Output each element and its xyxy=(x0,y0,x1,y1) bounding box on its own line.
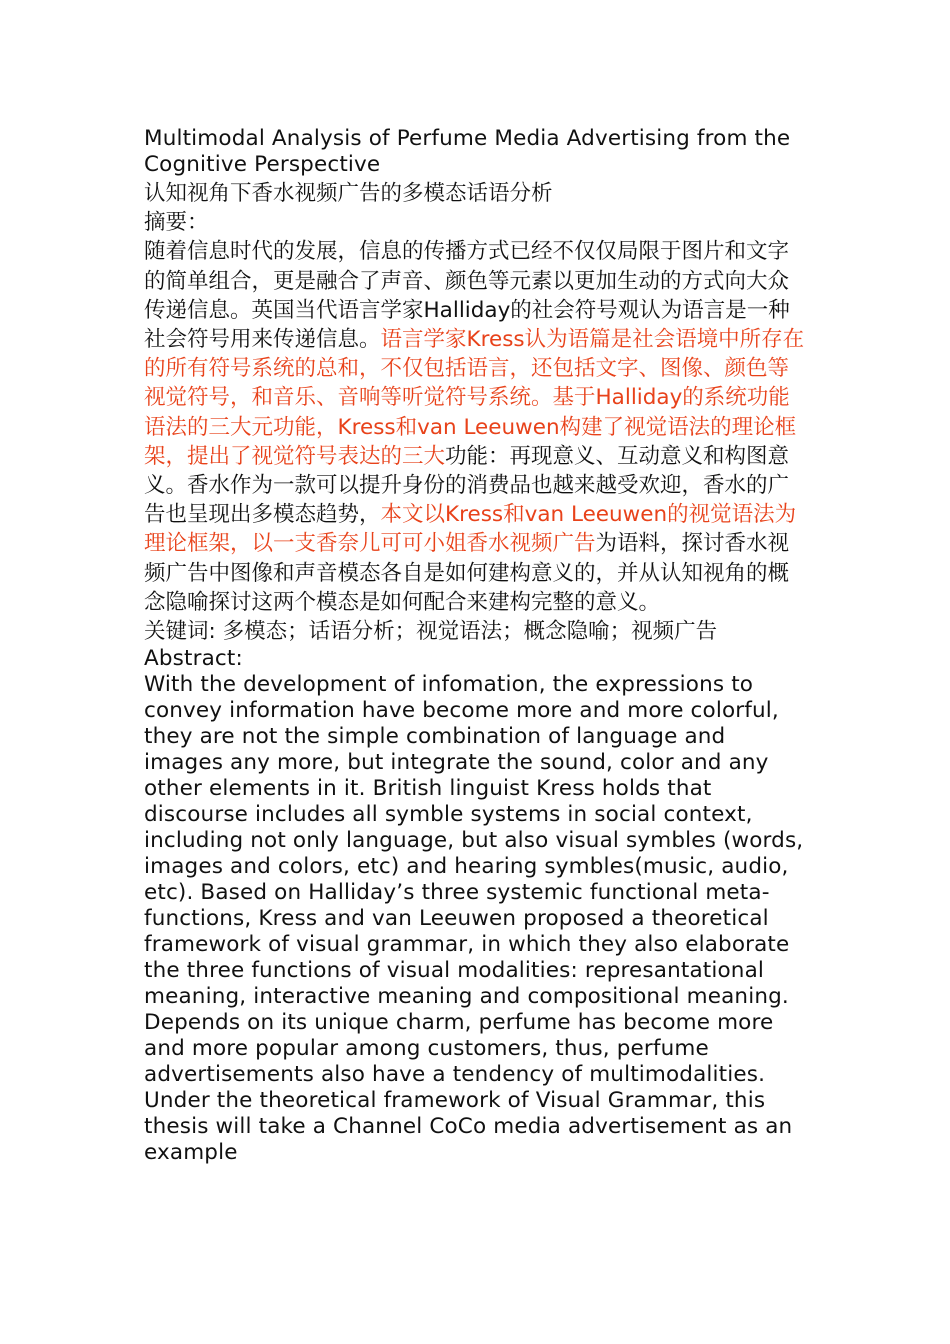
abstract-chinese-text: 随着信息时代的发展，信息的传播方式已经不仅仅局限于图片和文字的简单组合，更是融合了声音、颜色等元素以更加生动的方式向大众传递信息。英国当代语言学家Halliday的社会符号观认为语言是一种社会符号用来传递信息。 xyxy=(144,239,790,353)
abstract-chinese-highlight: 语言学家Kress认为语篇是社会语境中所存在的所有符号系统的总和，不仅包括语言，还包括文字、图像、颜色等视觉符号，和音乐、音响等听觉符号系统。基于Halliday的系统功能语法的三大元功能，Kress和van Leeuwen构建了视觉语法的理论框架，提出了视觉符号表达的三大 xyxy=(144,327,805,469)
abstract-chinese-heading: 摘要： xyxy=(144,210,209,236)
document-page xyxy=(144,126,808,1166)
abstract-chinese-text: 功能：再现意义、互动意义和构图意义。香水作为一款可以提升身份的消费品也越来越受欢迎，香水的广告也呈现出多模态趋势， xyxy=(144,443,790,528)
abstract-chinese-highlight: 本文以Kress和van Leeuwen的视觉语法为理论框架，以一支香奈儿可可小姐香水视频广告 xyxy=(144,502,797,557)
abstract-chinese-text: 为语料，探讨香水视频广告中图像和声音模态各自是如何建构意义的，并从认知视角的概念隐喻探讨这两个模态是如何配合来建构完整的意义。 xyxy=(144,531,790,615)
title-english: Multimodal Analysis of Perfume Media Advertising from the Cognitive Perspective xyxy=(144,126,791,177)
keywords-chinese: 关键词: 多模态；话语分析；视觉语法；概念隐喻；视频广告 xyxy=(144,619,718,645)
abstract-chinese-body xyxy=(144,237,808,617)
abstract-english-body: With the development of infomation, the expressions to convey information have become more and more colorful, they are not the simple combination of language and images any more, but integrate the sound, color and any other elements in it. British linguist Kress holds that discourse includes all symble systems in social context, including not only language, but also visual symbles (words, images and colors, etc) and hearing symbles(music, audio, etc). Based on Halliday’s three systemic functional meta-functions, Kress and van Leeuwen proposed a theoretical framework of visual grammar, in which they also elaborate the three functions of visual modalities: represantational meaning, interactive meaning and compositional meaning. Depends on its unique charm, perfume has become more and more popular among customers, thus, perfume advertisements also have a tendency of multimodalities. Under the theoretical framework of Visual Grammar, this thesis will take a Channel CoCo media advertisement as an example xyxy=(144,672,804,1166)
abstract-english-heading: Abstract: xyxy=(144,646,243,672)
title-chinese: 认知视角下香水视频广告的多模态话语分析 xyxy=(144,181,553,206)
